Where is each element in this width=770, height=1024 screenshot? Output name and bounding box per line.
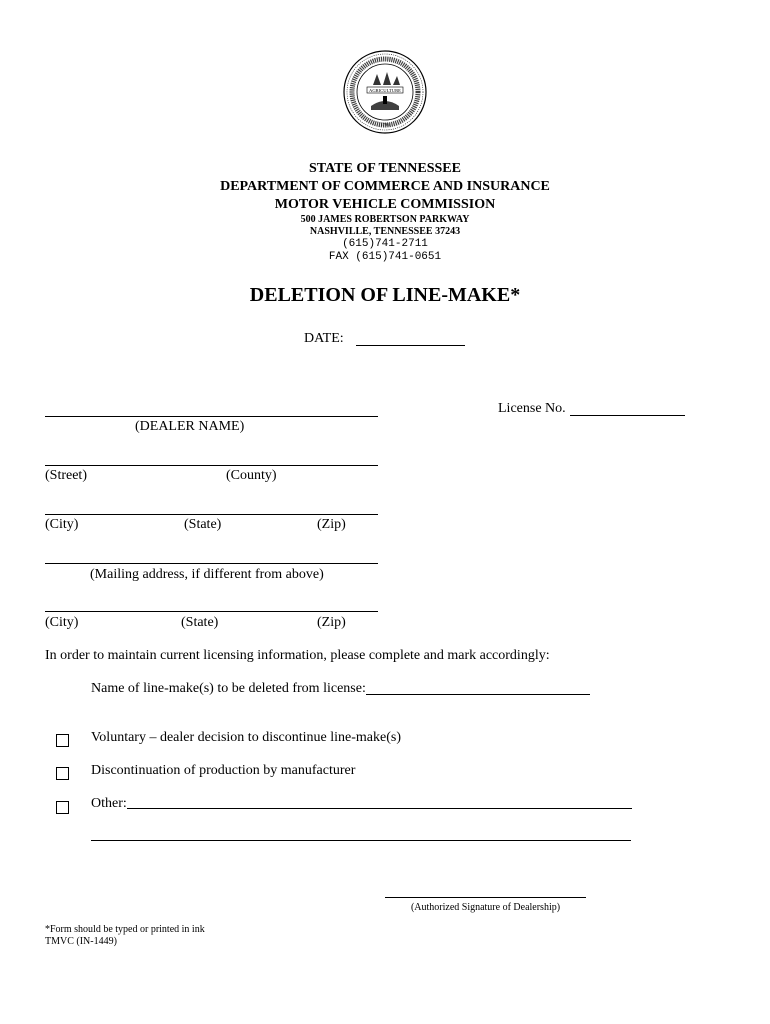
date-field[interactable] bbox=[356, 345, 465, 346]
voluntary-checkbox[interactable] bbox=[56, 734, 69, 747]
discontinuation-label: Discontinuation of production by manufacturer bbox=[91, 763, 356, 778]
mailing-city-state-zip-field[interactable] bbox=[45, 611, 378, 612]
header-address-line2: NASHVILLE, TENNESSEE 37243 bbox=[309, 226, 461, 237]
other-label: Other: bbox=[91, 796, 127, 811]
form-id: TMVC (IN-1449) bbox=[45, 936, 117, 947]
header-address-line1: 500 JAMES ROBERTSON PARKWAY bbox=[300, 214, 470, 225]
signature-field[interactable] bbox=[385, 897, 586, 898]
other-field[interactable] bbox=[127, 808, 632, 809]
mailing-city-label: (City) bbox=[45, 615, 79, 630]
header-phone: (615)741-2711 bbox=[342, 238, 428, 250]
header-state: STATE OF TENNESSEE bbox=[309, 161, 461, 176]
street-county-field[interactable] bbox=[45, 465, 378, 466]
city-label: (City) bbox=[45, 517, 79, 532]
footer-note: *Form should be typed or printed in ink bbox=[45, 924, 205, 935]
mailing-zip-label: (Zip) bbox=[317, 615, 346, 630]
mailing-address-label: (Mailing address, if different from above) bbox=[90, 567, 324, 582]
form-title: DELETION OF LINE-MAKE* bbox=[249, 284, 521, 306]
county-label: (County) bbox=[226, 468, 277, 483]
header-department: DEPARTMENT OF COMMERCE AND INSURANCE bbox=[220, 179, 550, 194]
license-label: License No. bbox=[498, 401, 566, 416]
voluntary-label: Voluntary – dealer decision to discontinue line-make(s) bbox=[91, 730, 401, 745]
other-checkbox[interactable] bbox=[56, 801, 69, 814]
tennessee-state-seal bbox=[343, 50, 427, 134]
seal-year-text: 1796 bbox=[380, 122, 390, 127]
street-label: (Street) bbox=[45, 468, 87, 483]
signature-label: (Authorized Signature of Dealership) bbox=[410, 902, 561, 913]
header-commission: MOTOR VEHICLE COMMISSION bbox=[274, 197, 496, 212]
header-fax: FAX (615)741-0651 bbox=[328, 251, 442, 263]
state-label: (State) bbox=[184, 517, 222, 532]
instructions-text: In order to maintain current licensing information, please complete and mark accordingly: bbox=[45, 648, 550, 663]
mailing-state-label: (State) bbox=[181, 615, 219, 630]
other-field-continued[interactable] bbox=[91, 840, 631, 841]
license-number-field[interactable] bbox=[570, 415, 685, 416]
city-state-zip-field[interactable] bbox=[45, 514, 378, 515]
seal-banner-text: AGRICULTURE bbox=[369, 87, 401, 93]
line-make-label: Name of line-make(s) to be deleted from license: bbox=[91, 681, 366, 696]
line-make-field[interactable] bbox=[366, 694, 590, 695]
discontinuation-checkbox[interactable] bbox=[56, 767, 69, 780]
mailing-address-field[interactable] bbox=[45, 563, 378, 564]
dealer-name-label: (DEALER NAME) bbox=[135, 419, 245, 434]
dealer-name-field[interactable] bbox=[45, 416, 378, 417]
zip-label: (Zip) bbox=[317, 517, 346, 532]
date-label: DATE: bbox=[304, 331, 344, 346]
